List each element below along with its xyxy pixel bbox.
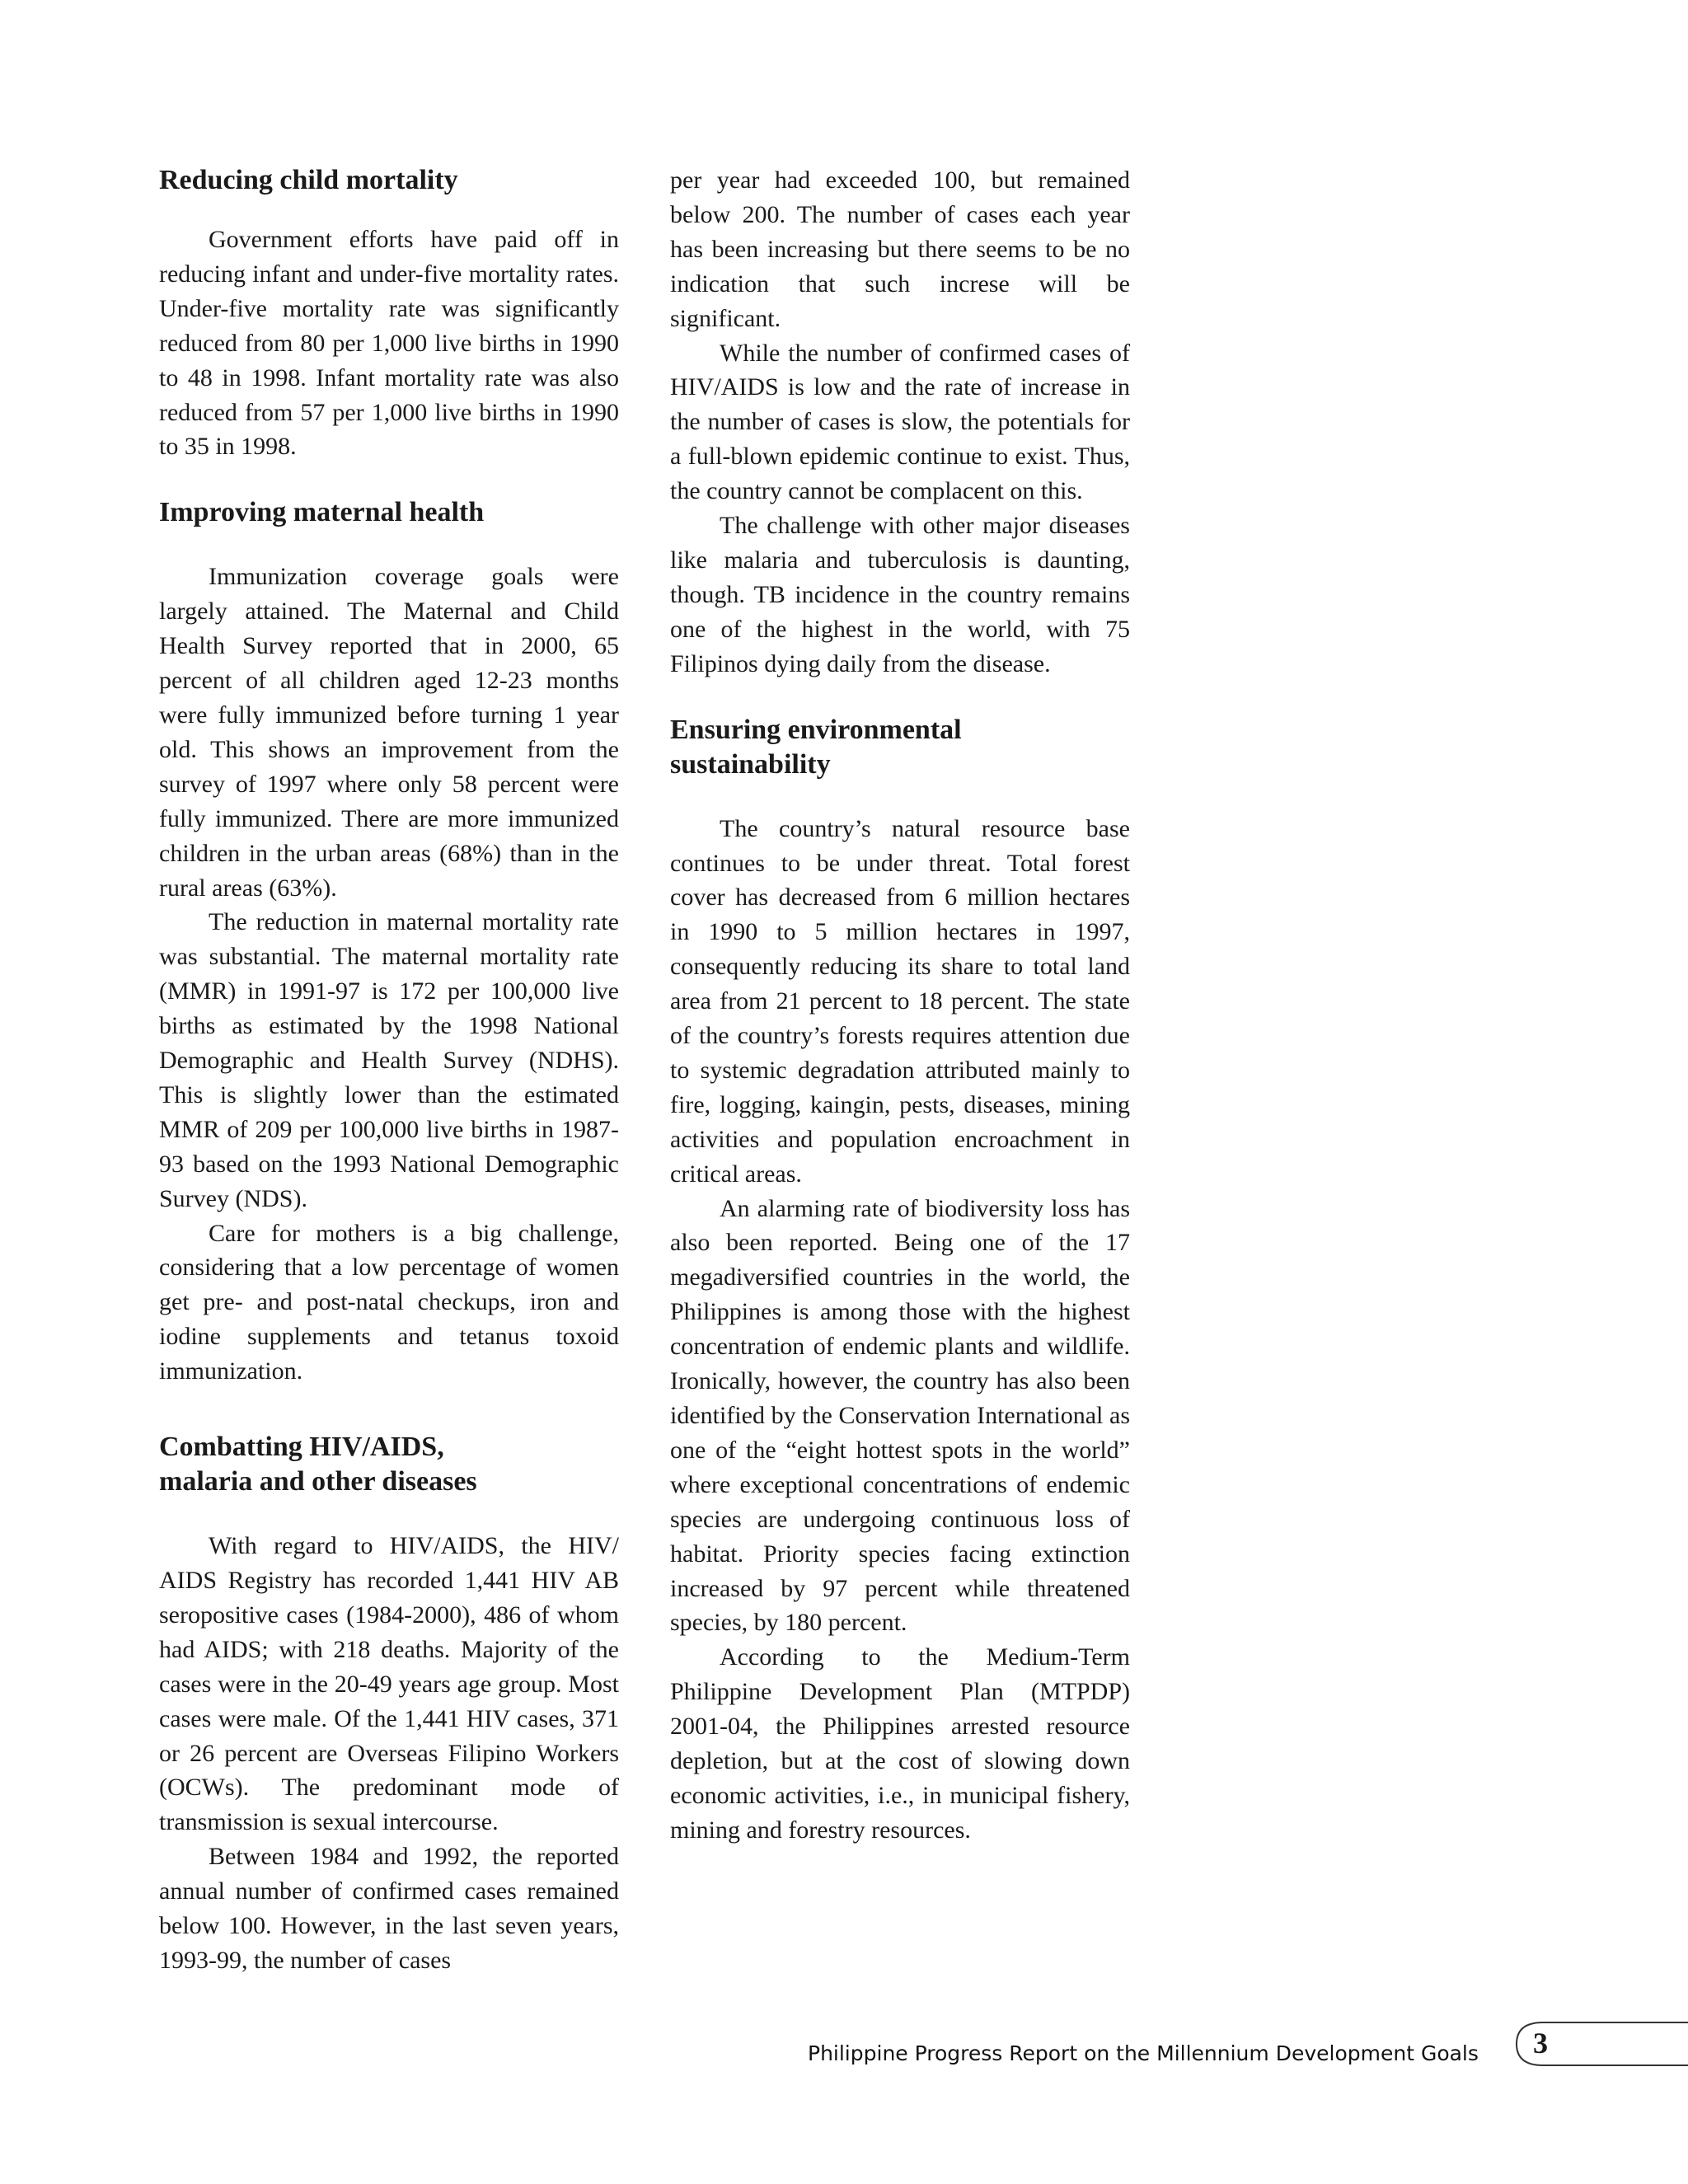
paragraph-hiv-epidemic-potential: While the number of confirmed cases of HIV/AIDS is low and the rate of increase in the number of cases is slow, the potentials for a full-blown epidemic continue to exist. Thus, the country cannot be complacent on this. <box>670 339 1130 505</box>
paragraph-mtpdp: According to the Medium-Term Philippine Development Plan (MTPDP) 2001-04, the Philippines arrested resource depletion, but at the cost of slowing down economic activities, i.e., in municipal fishery, mining and forestry resources. <box>670 1643 1130 1844</box>
heading-combatting-hiv-aids <box>159 1430 619 1499</box>
heading-reducing-child-mortality: Reducing child mortality <box>159 165 458 195</box>
heading-env-line-2: sustainability <box>670 748 831 780</box>
left-column <box>159 163 619 1978</box>
paragraph-forest-cover: The country’s natural resource base continues to be under threat. Total forest cover has decreased from 6 million hectares in 1990 to 5 million hectares in 1997, consequently reducing its share to total land area from 21 percent to 18 percent. The state of the country’s forests requires attention due to systemic degradation attributed mainly to fire, logging, kaingin, pests, diseases, mining activities and population encroachment in critical areas. <box>670 814 1130 1188</box>
paragraph-malaria-tuberculosis: The challenge with other major diseases like malaria and tuberculosis is daunting, though. TB incidence in the country remains one of the highest in the world, with 75 Filipinos dying daily from the disease. <box>670 512 1130 677</box>
paragraph-care-for-mothers: Care for mothers is a big challenge, considering that a low percentage of women get pre- and post-natal checkups, iron and iodine supplements and tetanus toxoid immunization. <box>159 1219 619 1385</box>
right-column <box>670 163 1130 1848</box>
paragraph-biodiversity-loss: An alarming rate of biodiversity loss has also been reported. Being one of the 17 megadiversified countries in the world, the Philippines is among those with the highest concentration of endemic plants and wildlife. Ironically, however, the country has also been identified by the Conservation International as one of the “eight hottest spots in the world” where exceptional concentrations of endemic species are undergoing continuous loss of habitat. Priority species facing extinction increased by 97 percent while threatened species, by 180 percent. <box>670 1194 1130 1637</box>
paragraph-hiv-annual-cases: Between 1984 and 1992, the reported annual number of confirmed cases remained below 100. However, in the last seven years, 1993-99, the number of cases <box>159 1843 619 1974</box>
heading-improving-maternal-health: Improving maternal health <box>159 497 485 528</box>
footer-report-title: Philippine Progress Report on the Millennium Development Goals <box>808 2041 1479 2065</box>
page-number: 3 <box>1533 2027 1548 2060</box>
heading-hiv-line-1: Combatting HIV/AIDS, <box>159 1432 444 1463</box>
paragraph-child-mortality: Government efforts have paid off in reducing infant and under-five mortality rates. Under-five mortality rate was significantly reduced from 80 per 1,000 live births in 1990 to 48 in 1998. Infant mortality rate was also reduced from 57 per 1,000 live births in 1990 to 35 in 1998. <box>159 226 619 461</box>
heading-hiv-line-2: malaria and other diseases <box>159 1466 477 1497</box>
page-number-tab <box>1510 2019 1688 2069</box>
paragraph-hiv-registry: With regard to HIV/AIDS, the HIV/ AIDS Registry has recorded 1,441 HIV AB seropositive cases (1984-2000), 486 of whom had AIDS; with 218 deaths. Majority of the cases were in the 20-49 years age group. Most cases were male. Of the 1,441 HIV cases, 371 or 26 percent are Overseas Filipino Workers (OCWs). The predominant mode of transmission is sexual intercourse. <box>159 1532 619 1836</box>
paragraph-hiv-annual-cases-continued: per year had exceeded 100, but remained below 200. The number of cases each year has been increasing but there seems to be no indication that such increse will be significant. <box>670 166 1130 332</box>
paragraph-maternal-mortality: The reduction in maternal mortality rate was substantial. The maternal mortality rate (MMR) in 1991-97 is 172 per 100,000 live births as estimated by the 1998 National Demographic and Health Survey (NDHS). This is slightly lower than the estimated MMR of 209 per 100,000 live births in 1987-93 based on the 1993 National Demographic Survey (NDS). <box>159 908 619 1212</box>
heading-env-line-1: Ensuring environmental <box>670 714 962 745</box>
paragraph-immunization: Immunization coverage goals were largely attained. The Maternal and Child Health Survey reported that in 2000, 65 percent of all children aged 12-23 months were fully immunized before turning 1 year old. This shows an improvement from the survey of 1997 where only 58 percent were fully immunized. There are more immunized children in the urban areas (68%) than in the rural areas (63%). <box>159 563 619 902</box>
heading-ensuring-environmental-sustainability <box>670 713 1130 782</box>
